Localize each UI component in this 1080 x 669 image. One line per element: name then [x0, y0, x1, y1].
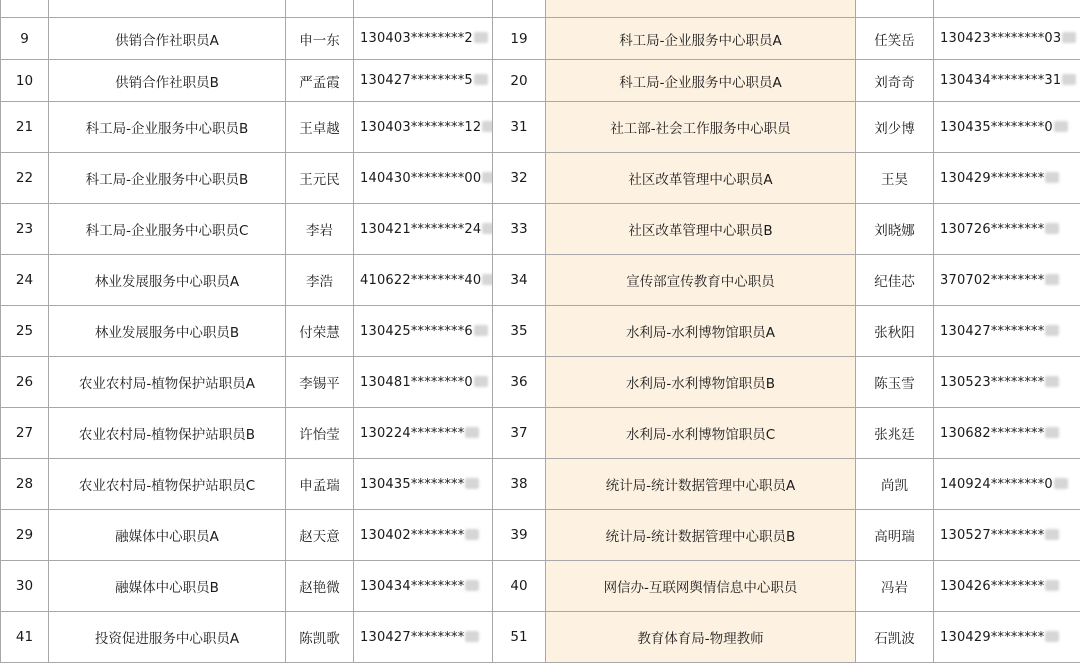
right-id-number-text: 130726******** — [940, 221, 1045, 237]
left-id-number-cell — [354, 255, 493, 306]
right-serial-cell — [493, 459, 546, 510]
right-id-number-text: 130434********31 — [940, 73, 1062, 88]
left-serial-cell — [1, 0, 49, 18]
left-position-text: 农业农村局-植物保护站职员C — [78, 478, 256, 494]
table-row — [1, 60, 1080, 102]
right-position-cell — [546, 0, 856, 18]
left-serial-text: 30 — [15, 578, 34, 594]
right-position-cell — [546, 204, 856, 255]
redaction-blur — [1045, 223, 1059, 234]
right-name-text: 高明瑞 — [874, 529, 915, 545]
right-position-cell — [546, 18, 856, 60]
left-position-text: 融媒体中心职员A — [115, 529, 219, 545]
left-id-number-cell — [354, 561, 493, 612]
left-id-number-cell — [354, 18, 493, 60]
right-position-cell — [546, 459, 856, 510]
right-serial-text: 38 — [510, 476, 528, 492]
left-position-text: 农业农村局-植物保护站职员B — [78, 427, 256, 443]
right-name-cell — [856, 357, 934, 408]
left-name-text: 严孟霞 — [299, 74, 340, 91]
left-name-cell — [286, 255, 354, 306]
left-id-number-cell — [354, 0, 493, 18]
right-position-text: 统计局-统计数据管理中心职员A — [605, 478, 796, 494]
right-id-number-cell — [934, 255, 1080, 306]
right-serial-cell — [493, 612, 546, 663]
right-serial-cell — [493, 357, 546, 408]
left-id-number-text: 140430********00 — [360, 170, 482, 186]
left-name-text: 许怡莹 — [299, 427, 340, 443]
right-position-cell — [546, 102, 856, 153]
left-id-number-text: 130434******** — [360, 578, 465, 594]
right-position-cell — [546, 60, 856, 102]
right-name-text: 王昊 — [881, 172, 908, 188]
redaction-blur — [474, 325, 488, 336]
left-id-number-text: 130481********0 — [360, 374, 473, 390]
redaction-blur — [1045, 172, 1059, 183]
redaction-blur — [474, 74, 488, 85]
table-row — [1, 18, 1080, 60]
right-id-number-cell — [934, 0, 1080, 18]
left-id-number-text: 410622********40 — [360, 272, 482, 288]
left-name-cell — [286, 0, 354, 18]
redaction-blur — [1045, 580, 1059, 591]
redaction-blur — [465, 631, 479, 642]
left-name-cell — [286, 357, 354, 408]
right-name-cell — [856, 306, 934, 357]
right-position-text: 水利局-水利博物馆职员A — [625, 325, 776, 341]
right-serial-cell — [493, 306, 546, 357]
left-id-number-text: 130427******** — [360, 629, 465, 645]
right-name-cell — [856, 561, 934, 612]
left-name-cell — [286, 510, 354, 561]
left-serial-text: 9 — [20, 30, 29, 47]
right-serial-text: 33 — [510, 221, 528, 237]
right-position-cell — [546, 561, 856, 612]
right-position-cell — [546, 408, 856, 459]
left-id-number-cell — [354, 612, 493, 663]
left-serial-text: 28 — [15, 476, 34, 492]
table-row — [1, 612, 1080, 663]
right-id-number-text: 130523******** — [940, 374, 1045, 390]
left-serial-cell — [1, 102, 49, 153]
left-id-number-cell — [354, 459, 493, 510]
left-position-cell — [49, 102, 286, 153]
table-row — [1, 510, 1080, 561]
right-name-text: 陈玉雪 — [874, 376, 915, 392]
left-position-text: 供销合作社职员B — [115, 74, 219, 91]
table-row — [1, 459, 1080, 510]
right-id-number-cell — [934, 510, 1080, 561]
left-serial-text: 26 — [15, 374, 34, 390]
right-serial-cell — [493, 60, 546, 102]
right-id-number-cell — [934, 306, 1080, 357]
right-position-text: 社区改革管理中心职员B — [628, 223, 773, 239]
left-position-text: 林业发展服务中心职员A — [94, 274, 240, 290]
right-serial-cell — [493, 561, 546, 612]
right-position-text: 网信办-互联网舆情信息中心职员 — [603, 580, 798, 596]
redaction-blur — [474, 32, 488, 43]
left-name-cell — [286, 612, 354, 663]
redaction-blur — [1045, 427, 1059, 438]
right-position-cell — [546, 612, 856, 663]
right-id-number-cell — [934, 18, 1080, 60]
left-serial-cell — [1, 204, 49, 255]
redaction-blur — [1054, 478, 1068, 489]
right-serial-text: 51 — [510, 629, 528, 645]
redaction-blur — [1062, 74, 1076, 85]
redaction-blur — [465, 427, 479, 438]
left-position-text: 科工局-企业服务中心职员B — [85, 121, 249, 137]
left-position-cell — [49, 459, 286, 510]
right-serial-cell — [493, 102, 546, 153]
left-position-text: 投资促进服务中心职员A — [94, 631, 240, 647]
left-id-number-text: 130435******** — [360, 476, 465, 492]
left-serial-cell — [1, 60, 49, 102]
redaction-blur — [482, 274, 492, 285]
right-position-cell — [546, 153, 856, 204]
left-position-cell — [49, 255, 286, 306]
redaction-blur — [465, 478, 479, 489]
right-name-text: 任笑岳 — [874, 32, 915, 49]
left-name-cell — [286, 561, 354, 612]
left-serial-cell — [1, 459, 49, 510]
redaction-blur — [1062, 32, 1076, 43]
left-position-cell — [49, 408, 286, 459]
left-serial-cell — [1, 18, 49, 60]
right-serial-text: 36 — [510, 374, 528, 390]
right-id-number-text: 130527******** — [940, 527, 1045, 543]
left-position-cell — [49, 153, 286, 204]
left-name-text: 申一东 — [299, 32, 340, 49]
right-position-text: 水利局-水利博物馆职员B — [625, 376, 776, 392]
left-name-text: 王元民 — [299, 172, 340, 188]
left-serial-cell — [1, 153, 49, 204]
right-id-number-cell — [934, 408, 1080, 459]
right-position-cell — [546, 510, 856, 561]
right-id-number-text: 130426******** — [940, 578, 1045, 594]
right-serial-text: 35 — [510, 323, 528, 339]
right-name-cell — [856, 18, 934, 60]
left-id-number-cell — [354, 408, 493, 459]
left-id-number-cell — [354, 153, 493, 204]
left-id-number-cell — [354, 306, 493, 357]
right-position-cell — [546, 255, 856, 306]
left-position-cell — [49, 204, 286, 255]
right-id-number-cell — [934, 459, 1080, 510]
right-serial-text: 20 — [510, 72, 528, 89]
right-name-cell — [856, 459, 934, 510]
right-id-number-text: 140924********0 — [940, 476, 1053, 492]
left-serial-cell — [1, 306, 49, 357]
left-serial-text: 25 — [15, 323, 34, 339]
right-id-number-text: 130429******** — [940, 170, 1045, 186]
right-name-cell — [856, 153, 934, 204]
left-position-text: 科工局-企业服务中心职员C — [85, 223, 249, 239]
right-position-text: 科工局-企业服务中心职员A — [619, 74, 782, 91]
right-serial-text: 31 — [510, 119, 528, 135]
right-serial-text: 19 — [510, 30, 528, 47]
left-name-text: 李锡平 — [299, 376, 340, 392]
right-serial-cell — [493, 153, 546, 204]
left-name-cell — [286, 306, 354, 357]
left-serial-cell — [1, 510, 49, 561]
left-id-number-text: 130224******** — [360, 425, 465, 441]
right-id-number-cell — [934, 561, 1080, 612]
redaction-blur — [482, 121, 492, 132]
table-row — [1, 357, 1080, 408]
left-id-number-text: 130427********5 — [360, 73, 473, 88]
redaction-blur — [1045, 376, 1059, 387]
right-serial-text: 39 — [510, 527, 528, 543]
left-name-text: 赵艳微 — [299, 580, 340, 596]
left-name-text: 赵天意 — [299, 529, 340, 545]
left-position-cell — [49, 60, 286, 102]
table-row — [1, 153, 1080, 204]
left-name-cell — [286, 153, 354, 204]
right-name-cell — [856, 612, 934, 663]
right-name-text: 刘奇奇 — [874, 74, 915, 91]
left-id-number-text: 130425********6 — [360, 323, 473, 339]
left-name-text: 李浩 — [306, 274, 333, 290]
right-position-text: 科工局-企业服务中心职员A — [619, 32, 782, 49]
right-id-number-cell — [934, 204, 1080, 255]
right-id-number-text: 130435********0 — [940, 119, 1053, 135]
redaction-blur — [1045, 631, 1059, 642]
redaction-blur — [1054, 121, 1068, 132]
left-serial-text: 22 — [15, 170, 34, 186]
left-serial-text: 29 — [15, 527, 34, 543]
right-name-text: 张兆廷 — [874, 427, 915, 443]
redaction-blur — [1045, 529, 1059, 540]
left-position-text: 林业发展服务中心职员B — [94, 325, 240, 341]
redaction-blur — [465, 580, 479, 591]
redaction-blur — [465, 529, 479, 540]
right-serial-text: 34 — [510, 272, 528, 288]
left-id-number-text: 130402******** — [360, 527, 465, 543]
left-name-text: 王卓越 — [299, 121, 340, 137]
right-serial-cell — [493, 510, 546, 561]
left-position-text: 农业农村局-植物保护站职员A — [78, 376, 256, 392]
left-position-cell — [49, 357, 286, 408]
right-name-cell — [856, 510, 934, 561]
left-name-cell — [286, 408, 354, 459]
left-name-cell — [286, 204, 354, 255]
table-row — [1, 561, 1080, 612]
right-name-text: 刘晓娜 — [874, 223, 915, 239]
right-id-number-cell — [934, 60, 1080, 102]
right-name-cell — [856, 255, 934, 306]
table-row — [1, 204, 1080, 255]
left-position-cell — [49, 510, 286, 561]
left-id-number-cell — [354, 357, 493, 408]
right-position-text: 教育体育局-物理教师 — [637, 631, 764, 647]
right-serial-text: 32 — [510, 170, 528, 186]
left-name-cell — [286, 60, 354, 102]
right-serial-text: 37 — [510, 425, 528, 441]
right-position-cell — [546, 357, 856, 408]
table-body — [1, 0, 1080, 663]
left-name-cell — [286, 459, 354, 510]
right-id-number-cell — [934, 102, 1080, 153]
right-serial-cell — [493, 255, 546, 306]
right-name-text: 冯岩 — [881, 580, 908, 596]
right-position-text: 统计局-统计数据管理中心职员B — [605, 529, 796, 545]
right-name-cell — [856, 102, 934, 153]
right-position-text: 社工部-社会工作服务中心职员 — [610, 121, 791, 137]
right-position-text: 宣传部宣传教育中心职员 — [626, 274, 775, 290]
left-id-number-cell — [354, 204, 493, 255]
redaction-blur — [474, 376, 488, 387]
left-serial-text: 21 — [15, 119, 34, 135]
right-position-text: 水利局-水利博物馆职员C — [625, 427, 776, 443]
left-name-text: 申孟瑞 — [299, 478, 340, 494]
table-row — [1, 0, 1080, 18]
left-position-cell — [49, 306, 286, 357]
left-position-cell — [49, 0, 286, 18]
left-position-cell — [49, 612, 286, 663]
left-id-number-text: 130403********2 — [360, 31, 473, 46]
left-id-number-cell — [354, 60, 493, 102]
right-position-text: 社区改革管理中心职员A — [628, 172, 773, 188]
left-serial-cell — [1, 255, 49, 306]
right-name-text: 刘少博 — [874, 121, 915, 137]
left-id-number-text: 130403********12 — [360, 119, 482, 135]
right-id-number-text: 130429******** — [940, 629, 1045, 645]
left-position-text: 科工局-企业服务中心职员B — [85, 172, 249, 188]
left-serial-text: 10 — [15, 72, 34, 89]
left-serial-text: 24 — [15, 272, 34, 288]
redaction-blur — [1045, 325, 1059, 336]
left-serial-text: 23 — [15, 221, 34, 237]
redaction-blur — [1045, 274, 1059, 285]
left-position-cell — [49, 561, 286, 612]
table-row — [1, 408, 1080, 459]
right-id-number-text: 130423********03 — [940, 31, 1062, 46]
left-serial-cell — [1, 357, 49, 408]
right-id-number-cell — [934, 612, 1080, 663]
right-name-cell — [856, 204, 934, 255]
table-row — [1, 102, 1080, 153]
right-id-number-text: 370702******** — [940, 272, 1045, 288]
right-name-text: 张秋阳 — [874, 325, 915, 341]
left-position-text: 融媒体中心职员B — [115, 580, 219, 596]
right-id-number-cell — [934, 357, 1080, 408]
left-name-text: 付荣慧 — [299, 325, 340, 341]
right-position-cell — [546, 306, 856, 357]
right-name-text: 纪佳芯 — [874, 274, 915, 290]
right-id-number-text: 130682******** — [940, 425, 1045, 441]
left-position-text: 供销合作社职员A — [115, 32, 219, 49]
right-name-cell — [856, 408, 934, 459]
redaction-blur — [482, 172, 492, 183]
left-name-text: 陈凯歌 — [299, 631, 340, 647]
right-id-number-text: 130427******** — [940, 323, 1045, 339]
right-serial-cell — [493, 0, 546, 18]
right-serial-text: 40 — [510, 578, 528, 594]
right-serial-cell — [493, 204, 546, 255]
right-name-text: 尚凯 — [881, 478, 908, 494]
right-id-number-cell — [934, 153, 1080, 204]
redaction-blur — [482, 223, 492, 234]
right-name-text: 石凯波 — [874, 631, 915, 647]
table-row — [1, 306, 1080, 357]
right-serial-cell — [493, 18, 546, 60]
left-name-cell — [286, 18, 354, 60]
left-position-cell — [49, 18, 286, 60]
right-name-cell — [856, 0, 934, 18]
left-id-number-cell — [354, 102, 493, 153]
left-serial-cell — [1, 612, 49, 663]
left-id-number-cell — [354, 510, 493, 561]
table-row — [1, 255, 1080, 306]
left-id-number-text: 130421********24 — [360, 221, 482, 237]
left-serial-cell — [1, 561, 49, 612]
left-serial-cell — [1, 408, 49, 459]
left-serial-text: 27 — [15, 425, 34, 441]
left-serial-text: 41 — [15, 629, 34, 645]
right-name-cell — [856, 60, 934, 102]
right-serial-cell — [493, 408, 546, 459]
left-name-cell — [286, 102, 354, 153]
left-name-text: 李岩 — [306, 223, 333, 239]
